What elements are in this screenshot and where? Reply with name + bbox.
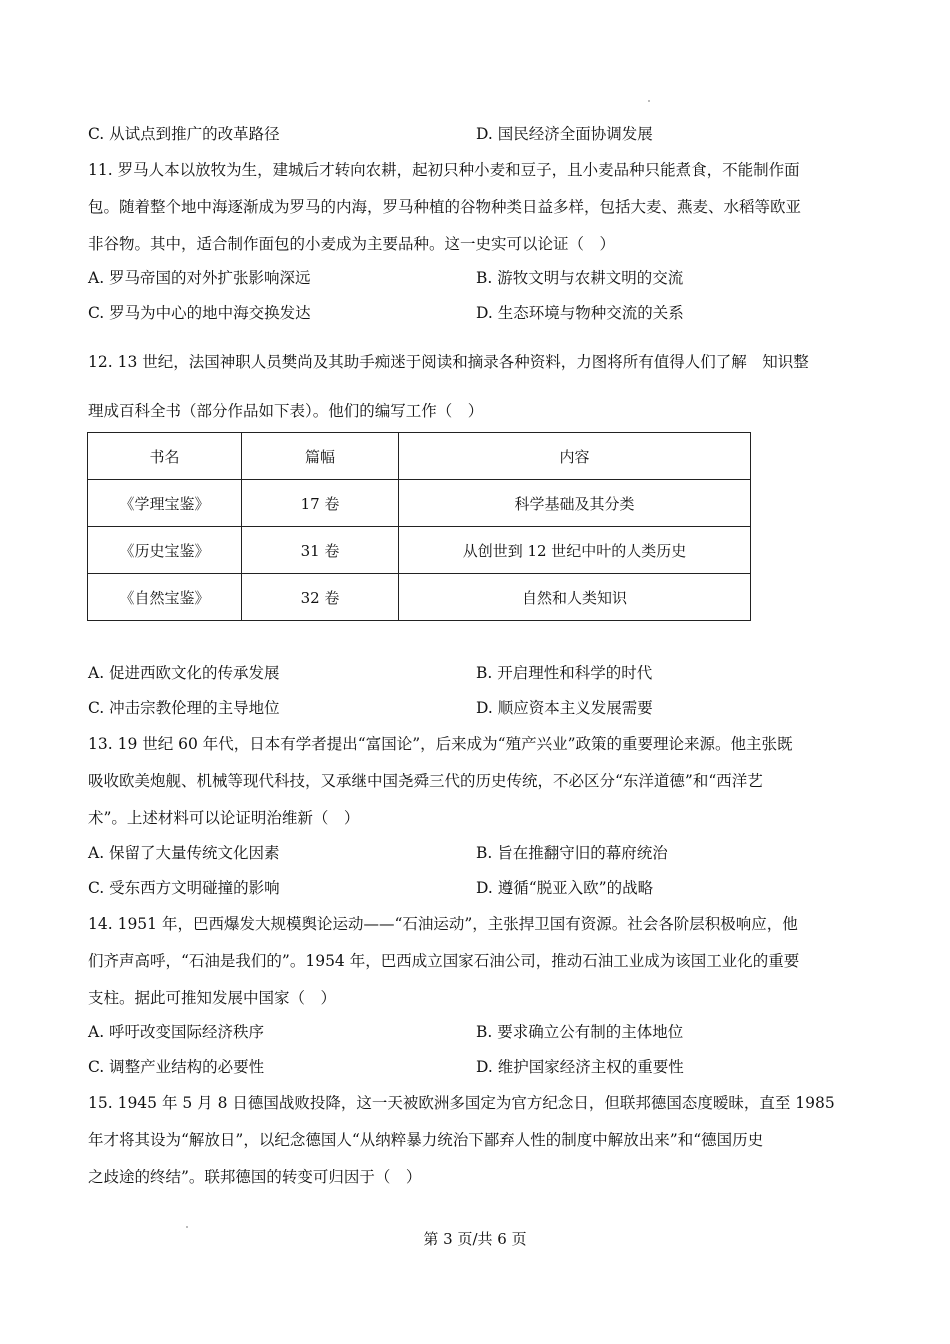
q12-stem-line-1: 12. 13 世纪，法国神职人员樊尚及其助手痴迷于阅读和摘录各种资料，力图将所有值得人们了解 知识整 [88, 353, 809, 371]
q13-option-d: D. 遵循“脱亚入欧”的战略 [476, 879, 654, 897]
q14-stem-line-1: 14. 1951 年，巴西爆发大规模舆论运动——“石油运动”，主张捍卫国有资源。社会各阶层积极响应，他 [88, 915, 798, 933]
q11-option-b: B. 游牧文明与农耕文明的交流 [476, 269, 684, 287]
table-cell: 32 卷 [242, 574, 399, 621]
q13-option-a: A. 保留了大量传统文化因素 [88, 844, 280, 862]
table-cell: 从创世到 12 世纪中叶的人类历史 [399, 527, 751, 574]
q11-stem-line-1: 11. 罗马人本以放牧为生，建城后才转向农耕，起初只种小麦和豆子，且小麦品种只能煮食，不能制作面 [88, 161, 800, 179]
q14-stem-line-2: 们齐声高呼，“石油是我们的”。1954 年，巴西成立国家石油公司，推动石油工业成为该国工业化的重要 [88, 952, 800, 970]
scan-dot [648, 100, 650, 102]
q12-option-b: B. 开启理性和科学的时代 [476, 664, 653, 682]
q13-stem-line-1: 13. 19 世纪 60 年代，日本有学者提出“富国论”，后来成为“殖产兴业”政策的重要理论来源。他主张既 [88, 735, 793, 753]
table-cell: 自然和人类知识 [399, 574, 751, 621]
table-header-cell: 篇幅 [242, 433, 399, 480]
table-row [88, 574, 751, 621]
q11-option-a: A. 罗马帝国的对外扩张影响深远 [88, 269, 311, 287]
table-cell: 31 卷 [242, 527, 399, 574]
table-cell: 《自然宝鉴》 [88, 574, 242, 621]
q11-option-d: D. 生态环境与物种交流的关系 [476, 304, 684, 322]
q14-stem-line-3: 支柱。据此可推知发展中国家（ ） [88, 989, 337, 1007]
q13-option-b: B. 旨在推翻守旧的幕府统治 [476, 844, 668, 862]
q12-option-c: C. 冲击宗教伦理的主导地位 [88, 699, 280, 717]
q14-option-a: A. 呼吁改变国际经济秩序 [88, 1023, 265, 1041]
table-row [88, 480, 751, 527]
q12-option-a: A. 促进西欧文化的传承发展 [88, 664, 280, 682]
table-cell: 《学理宝鉴》 [88, 480, 242, 527]
table-cell: 《历史宝鉴》 [88, 527, 242, 574]
q12-stem-line-2: 理成百科全书（部分作品如下表）。他们的编写工作（ ） [88, 402, 484, 420]
table-row [88, 527, 751, 574]
page-footer: 第 3 页/共 6 页 [423, 1230, 527, 1248]
table-header-row [88, 433, 751, 480]
q10-option-d: D. 国民经济全面协调发展 [476, 125, 653, 143]
q13-stem-line-2: 吸收欧美炮舰、机械等现代科技，又承继中国尧舜三代的历史传统，不必区分“东洋道德”和“西洋艺 [88, 772, 763, 790]
q12-option-d: D. 顺应资本主义发展需要 [476, 699, 653, 717]
q15-stem-line-2: 年才将其设为“解放日”，以纪念德国人“从纳粹暴力统治下鄙弃人性的制度中解放出来”和“德国历史 [88, 1131, 764, 1149]
q10-option-c: C. 从试点到推广的改革路径 [88, 125, 280, 143]
q12-table [87, 432, 751, 621]
q13-option-c: C. 受东西方文明碰撞的影响 [88, 879, 280, 897]
q11-stem-line-2: 包。随着整个地中海逐渐成为罗马的内海，罗马种植的谷物种类日益多样，包括大麦、燕麦、水稻等欧亚 [88, 198, 802, 216]
q13-stem-line-3: 术”。上述材料可以论证明治维新（ ） [88, 809, 360, 827]
q11-option-c: C. 罗马为中心的地中海交换发达 [88, 304, 311, 322]
q14-option-d: D. 维护国家经济主权的重要性 [476, 1058, 684, 1076]
table-header-cell: 内容 [399, 433, 751, 480]
table-cell: 17 卷 [242, 480, 399, 527]
q14-option-c: C. 调整产业结构的必要性 [88, 1058, 265, 1076]
table-cell: 科学基础及其分类 [399, 480, 751, 527]
q15-stem-line-3: 之歧途的终结”。联邦德国的转变可归因于（ ） [88, 1168, 422, 1186]
q14-option-b: B. 要求确立公有制的主体地位 [476, 1023, 684, 1041]
q11-stem-line-3: 非谷物。其中，适合制作面包的小麦成为主要品种。这一史实可以论证（ ） [88, 235, 616, 253]
q15-stem-line-1: 15. 1945 年 5 月 8 日德国战败投降，这一天被欧洲多国定为官方纪念日，但联邦德国态度暧昧，直至 1985 [88, 1094, 835, 1112]
table-header-cell: 书名 [88, 433, 242, 480]
